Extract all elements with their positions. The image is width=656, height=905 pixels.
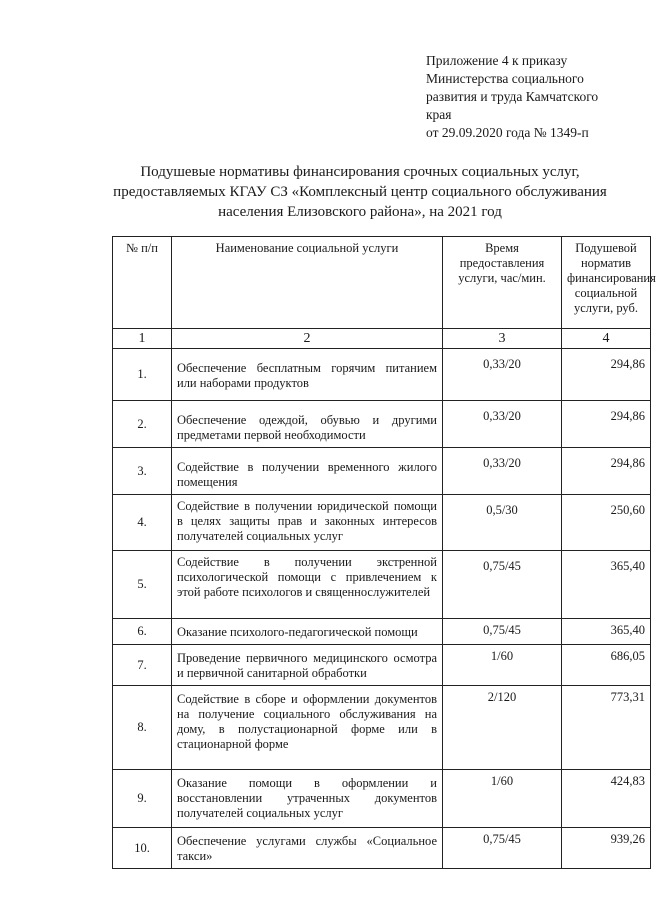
index-cell: 2 xyxy=(172,329,443,349)
row-no: 10. xyxy=(113,828,172,869)
row-time: 0,5/30 xyxy=(443,495,562,551)
index-cell: 3 xyxy=(443,329,562,349)
row-service-name: Содействие в получении юридической помощи в целях защиты прав и законных интересов получателей социальных услуг xyxy=(172,495,443,551)
services-table xyxy=(112,236,656,869)
table-row xyxy=(113,551,651,619)
table-row xyxy=(113,770,651,828)
table-row xyxy=(113,686,651,770)
index-cell: 4 xyxy=(562,329,651,349)
row-cost: 773,31 xyxy=(562,686,651,770)
table-row xyxy=(113,619,651,645)
row-time: 0,75/45 xyxy=(443,619,562,645)
row-cost: 294,86 xyxy=(562,448,651,495)
appendix-line: развития и труда Камчатского xyxy=(426,89,599,104)
row-service-name: Обеспечение услугами службы «Социальное такси» xyxy=(172,828,443,869)
row-cost: 365,40 xyxy=(562,619,651,645)
row-no: 1. xyxy=(113,349,172,401)
appendix-line: Министерства социального xyxy=(426,71,584,86)
header-time: Время предоставления услуги, час/мин. xyxy=(443,237,562,329)
row-cost: 939,26 xyxy=(562,828,651,869)
row-cost: 294,86 xyxy=(562,349,651,401)
row-no: 8. xyxy=(113,686,172,770)
row-service-name: Содействие в получении временного жилого помещения xyxy=(172,448,443,495)
document-title xyxy=(100,162,620,222)
table-row xyxy=(113,401,651,448)
row-service-name: Проведение первичного медицинского осмотра и первичной санитарной обработки xyxy=(172,645,443,686)
row-time: 0,33/20 xyxy=(443,401,562,448)
row-service-name: Обеспечение одеждой, обувью и другими предметами первой необходимости xyxy=(172,401,443,448)
header-no: № п/п xyxy=(113,237,172,329)
index-cell: 1 xyxy=(113,329,172,349)
appendix-line: края xyxy=(426,107,452,122)
table-header-row xyxy=(113,237,651,329)
row-no: 7. xyxy=(113,645,172,686)
title-line: населения Елизовского района», на 2021 год xyxy=(218,204,502,220)
row-no: 2. xyxy=(113,401,172,448)
table-row xyxy=(113,495,651,551)
row-time: 0,33/20 xyxy=(443,349,562,401)
row-cost: 686,05 xyxy=(562,645,651,686)
row-no: 6. xyxy=(113,619,172,645)
row-service-name: Обеспечение бесплатным горячим питанием или наборами продуктов xyxy=(172,349,443,401)
row-no: 5. xyxy=(113,551,172,619)
row-service-name: Оказание помощи в оформлении и восстановлении утраченных документов получателей социальных услуг xyxy=(172,770,443,828)
title-line: Подушевые нормативы финансирования срочных социальных услуг, xyxy=(140,164,580,180)
row-no: 4. xyxy=(113,495,172,551)
header-service-name: Наименование социальной услуги xyxy=(172,237,443,329)
table-row xyxy=(113,645,651,686)
row-cost: 365,40 xyxy=(562,551,651,619)
row-cost: 250,60 xyxy=(562,495,651,551)
row-service-name: Оказание психолого-педагогической помощи xyxy=(172,619,443,645)
appendix-line: Приложение 4 к приказу xyxy=(426,53,568,68)
row-time: 0,75/45 xyxy=(443,828,562,869)
row-cost: 424,83 xyxy=(562,770,651,828)
table-row xyxy=(113,448,651,495)
row-time: 2/120 xyxy=(443,686,562,770)
appendix-reference xyxy=(426,52,618,142)
row-time: 1/60 xyxy=(443,770,562,828)
row-time: 1/60 xyxy=(443,645,562,686)
row-service-name: Содействие в получении экстренной психологической помощи с привлечением к этой работе психологов и священнослужителей xyxy=(172,551,443,619)
header-cost: Подушевой норматив финансирования социальной услуги, руб. xyxy=(562,237,651,329)
row-no: 9. xyxy=(113,770,172,828)
table-row xyxy=(113,828,651,869)
row-service-name: Содействие в сборе и оформлении документов на получение социального обслуживания на дому, в полустационарной форме или в стационарной форме xyxy=(172,686,443,770)
row-time: 0,33/20 xyxy=(443,448,562,495)
row-time: 0,75/45 xyxy=(443,551,562,619)
row-no: 3. xyxy=(113,448,172,495)
title-line: предоставляемых КГАУ СЗ «Комплексный центр социального обслуживания xyxy=(113,184,607,200)
row-cost: 294,86 xyxy=(562,401,651,448)
table-row xyxy=(113,349,651,401)
appendix-line: от 29.09.2020 года № 1349-п xyxy=(426,125,589,140)
column-index-row xyxy=(113,329,651,349)
